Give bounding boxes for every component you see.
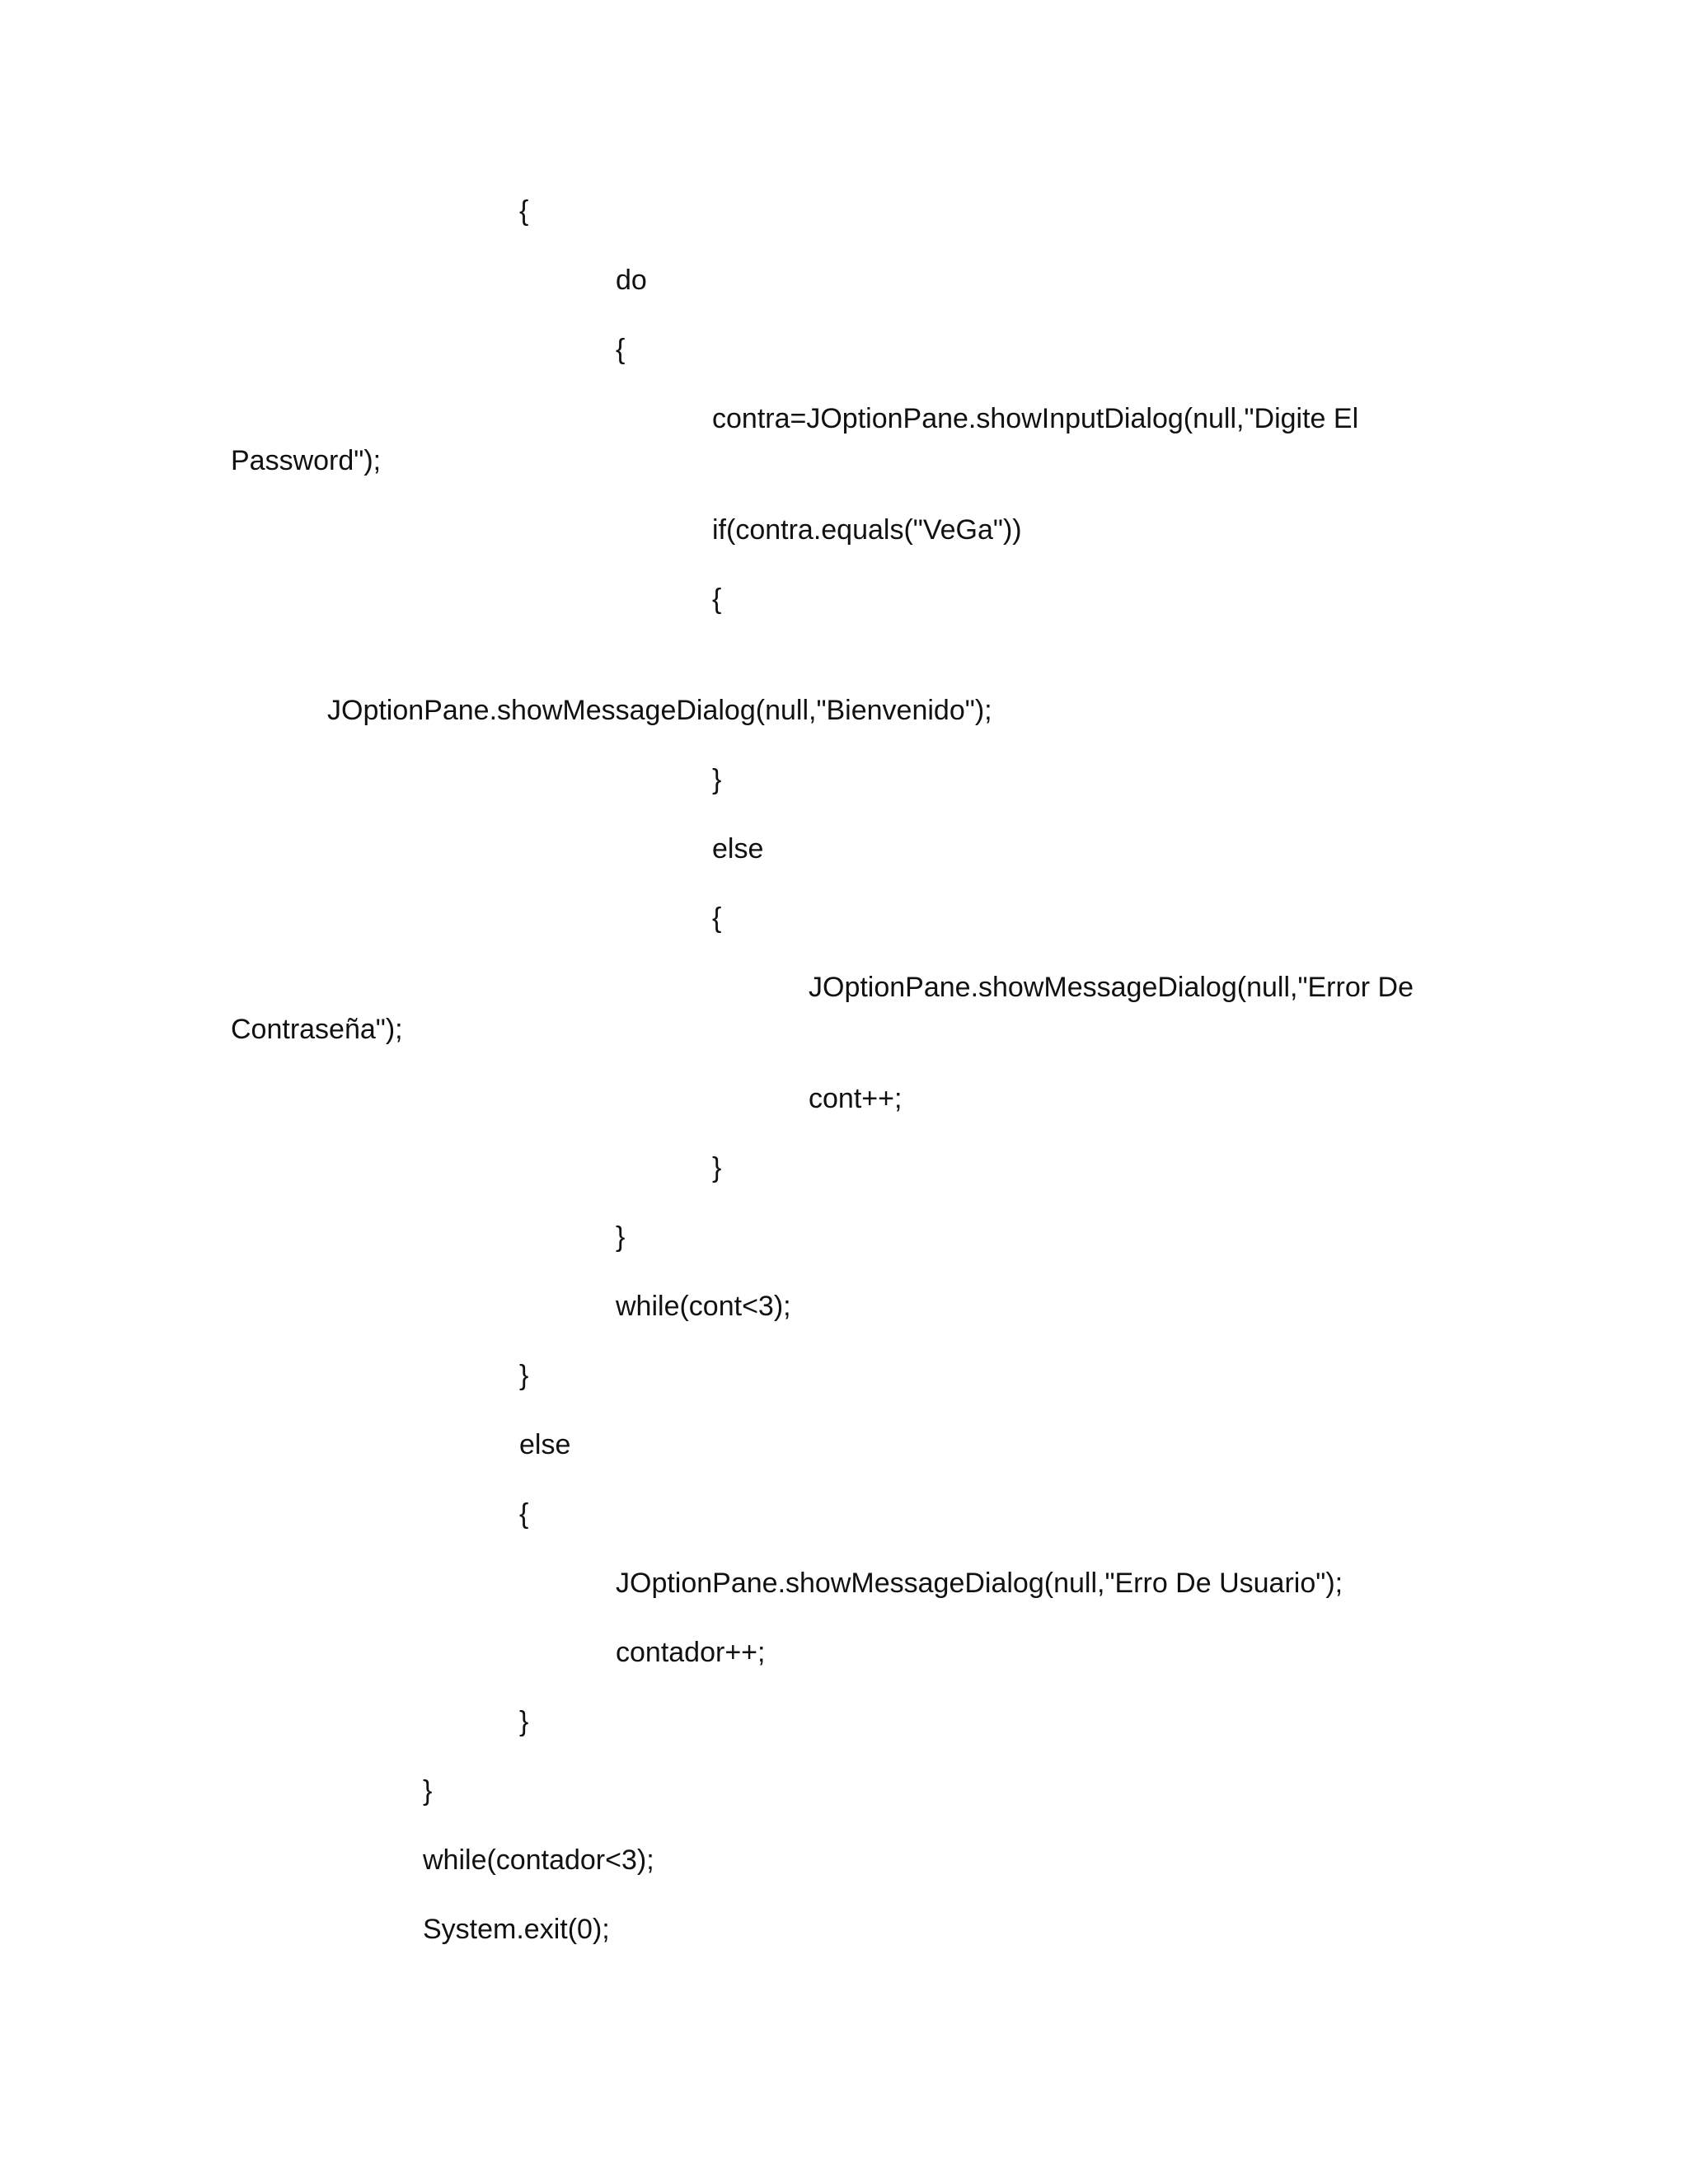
code-line: contra=JOptionPane.showInputDialog(null,"Digite El [712, 403, 1359, 434]
code-line: JOptionPane.showMessageDialog(null,"Error De [809, 972, 1414, 1003]
code-line: Password"); [231, 445, 382, 476]
code-line: contador++; [616, 1637, 766, 1668]
code-line: cont++; [809, 1083, 903, 1114]
code-line: } [616, 1221, 626, 1253]
code-line: { [519, 1498, 529, 1530]
code-line: { [616, 334, 626, 365]
code-line: else [519, 1429, 571, 1460]
code-line: do [616, 265, 647, 296]
code-line: { [712, 902, 722, 934]
code-line: } [712, 1152, 722, 1183]
code-line: System.exit(0); [423, 1914, 610, 1945]
code-line: if(contra.equals("VeGa")) [712, 514, 1022, 546]
code-line: while(contador<3); [423, 1844, 654, 1876]
code-line: } [712, 764, 722, 795]
code-line: JOptionPane.showMessageDialog(null,"Bienvenido"); [327, 695, 992, 726]
code-line: Contraseña"); [231, 1014, 403, 1045]
code-line: while(cont<3); [616, 1291, 791, 1322]
code-line: { [519, 195, 529, 227]
code-line: } [519, 1360, 529, 1391]
code-line: } [423, 1775, 433, 1807]
code-line: } [519, 1706, 529, 1737]
code-line: JOptionPane.showMessageDialog(null,"Erro De Usuario"); [616, 1568, 1343, 1599]
code-line: else [712, 833, 764, 865]
code-line: { [712, 583, 722, 615]
